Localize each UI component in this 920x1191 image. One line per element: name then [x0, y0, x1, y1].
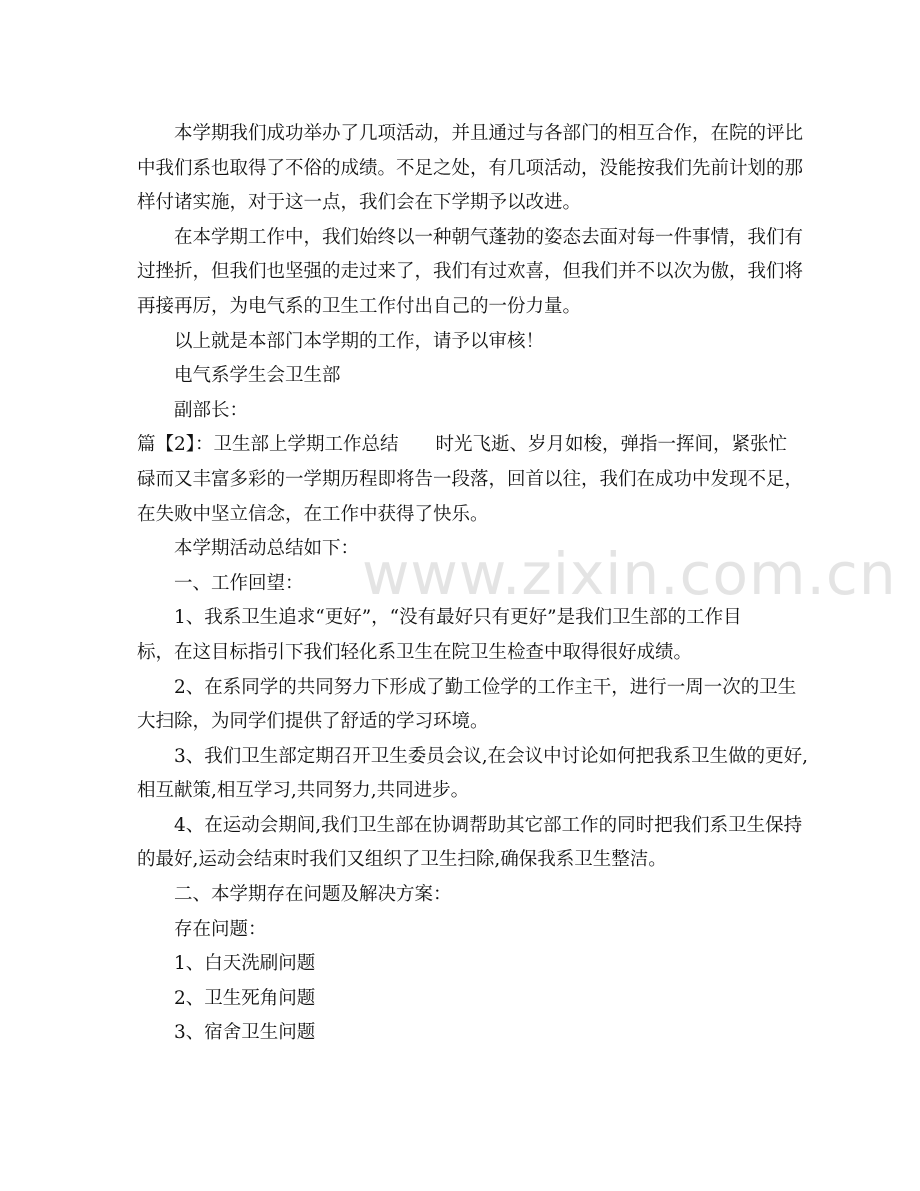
text-line: 标，在这目标指引下我们轻化系卫生在院卫生检查中取得很好成绩。: [137, 641, 693, 663]
text-line: 在本学期工作中，我们始终以一种朝气蓬勃的姿态去面对每一件事情，我们有: [174, 226, 804, 248]
list-item: 2、卫生死角问题: [174, 987, 316, 1009]
text-line: 大扫除，为同学们提供了舒适的学习环境。: [137, 711, 489, 733]
text-line: 的最好,运动会结束时我们又组织了卫生扫除,确保我系卫生整洁。: [137, 849, 667, 871]
list-item: 3、宿舍卫生问题: [174, 1022, 316, 1044]
watermark: www.zixin.com.cn: [362, 540, 897, 608]
text-line: 碌而又丰富多彩的一学期历程即将告一段落，回首以往，我们在成功中发现不足，: [137, 468, 804, 490]
department-name: 电气系学生会卫生部: [174, 365, 341, 387]
text-line: 以上就是本部门本学期的工作，请予以审核！: [174, 330, 545, 352]
section-heading: 篇【2】：卫生部上学期工作总结 时光飞逝、岁月如梭，弹指一挥间，紧张忙: [137, 434, 788, 456]
text-line: 过挫折，但我们也坚强的走过来了，我们有过欢喜，但我们并不以次为傲，我们将: [137, 261, 804, 283]
list-item: 4、在运动会期间,我们卫生部在协调帮助其它部工作的同时把我们系卫生保持: [174, 814, 803, 836]
text-line: 存在问题：: [174, 918, 267, 940]
text-line: 相互献策,相互学习,共同努力,共同进步。: [137, 780, 470, 802]
document-page: [137, 117, 809, 1051]
signature-label: 副部长：: [174, 399, 249, 421]
list-item: 3、我们卫生部定期召开卫生委员会议,在会议中讨论如何把我系卫生做的更好,: [174, 745, 809, 767]
list-item: 1、我系卫生追求“更好”，“没有最好只有更好”是我们卫生部的工作目: [174, 607, 742, 629]
text-line: 本学期我们成功举办了几项活动，并且通过与各部门的相互合作，在院的评比: [174, 123, 804, 144]
text-line: 样付诸实施，对于这一点，我们会在下学期予以改进。: [137, 192, 582, 214]
text-line: 在失败中坚立信念，在工作中获得了快乐。: [137, 503, 489, 525]
text-line: 本学期活动总结如下：: [174, 538, 360, 560]
list-item: 2、在系同学的共同努力下形成了勤工俭学的工作主干，进行一周一次的卫生: [174, 676, 797, 698]
subheading: 二、本学期存在问题及解决方案：: [174, 884, 452, 906]
subheading: 一、工作回望：: [174, 572, 304, 594]
text-line: 再接再厉，为电气系的卫生工作付出自己的一份力量。: [137, 295, 582, 317]
list-item: 1、白天洗刷问题: [174, 953, 316, 975]
text-line: 中我们系也取得了不俗的成绩。不足之处，有几项活动，没能按我们先前计划的那: [137, 157, 804, 179]
